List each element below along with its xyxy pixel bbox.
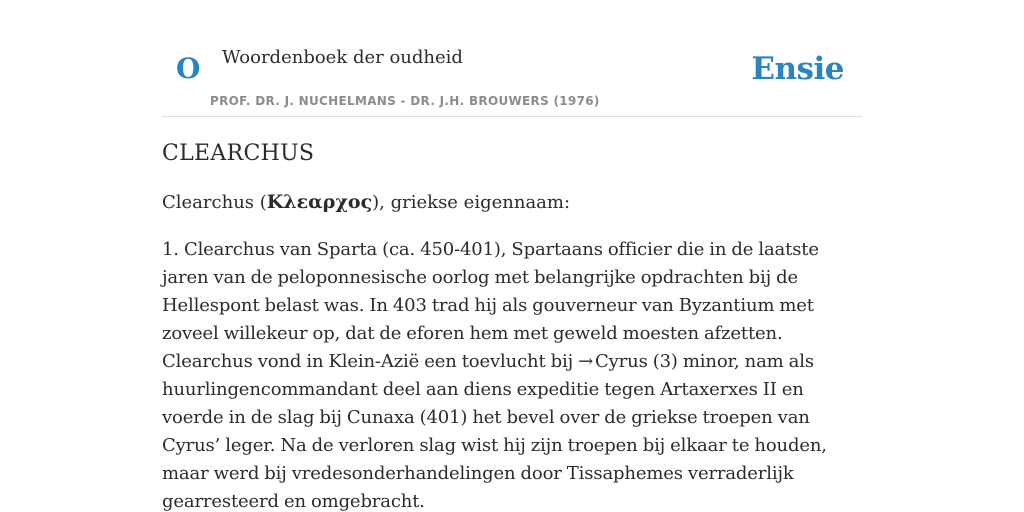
lemma-name: Clearchus ( [162,192,267,213]
entry-lemma [162,188,862,217]
paragraph-text-after-link: minor, nam als huurlingencommandant deel aan diens expeditie tegen Artaxerxes II en voerde in de slag bij Cunaxa (401) het bevel over de griekse troepen van Cyrus’ leger. Na de verloren slag wist hij zijn troepen bij elkaar te houden, maar werd bij vredesonderhandelingen door Tissaphemes verraderlijk gearresteerd en omgebracht. [162,351,827,512]
book-authors: PROF. DR. J. NUCHELMANS - DR. J.H. BROUWERS (1976) [210,94,600,108]
book-title-link[interactable]: Woordenboek der oudheid [222,47,463,68]
book-letter-logo[interactable]: O [176,52,201,85]
lemma-rest: ), griekse eigennaam: [372,192,571,213]
lemma-greek: Κλεαρχος [266,191,373,213]
entry-content [162,138,862,512]
paragraph-text-before-link: 1. Clearchus van Sparta (ca. 450-401), Spartaans officier die in de laatste jaren van de peloponnesische oorlog met belangrijke opdrachten bij de Hellespont belast was. In 403 trad hij als gouverneur van Byzantium met zoveel willekeur op, dat de eforen hem met geweld moesten afzetten. Clearchus vond in Klein-Azië een toevlucht bij [162,239,819,372]
ensie-logo[interactable]: Ensie [751,51,844,87]
cross-reference-arrow-icon: → [578,351,594,372]
page-header [162,0,862,117]
entry-title: CLEARCHUS [162,141,315,166]
entry-paragraph [162,236,862,512]
cross-reference-link[interactable]: Cyrus (3) [595,351,678,372]
